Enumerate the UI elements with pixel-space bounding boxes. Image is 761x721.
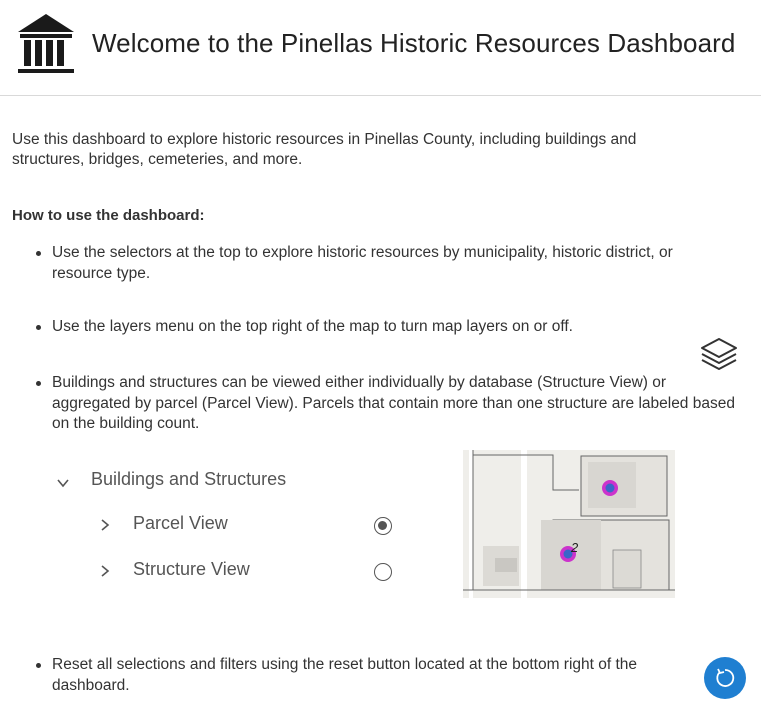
bullet-item-selectors: Use the selectors at the top to explore historic resources by municipality, historic district, or resource type. [52, 243, 732, 284]
layer-item-parcel-view: Parcel View [133, 513, 228, 533]
parcel-view-radio [374, 517, 392, 535]
page-title: Welcome to the Pinellas Historic Resources Dashboard [92, 28, 736, 58]
layers-icon[interactable] [700, 337, 738, 373]
parcel-count-label: 2 [571, 540, 579, 555]
chevron-down-icon [56, 476, 70, 490]
bullet-item-views: Buildings and structures can be viewed either individually by database (Structure View) or aggregated by parcel (Parcel View). Parcels that contain more than one structure are labeled based on the building count. [52, 373, 742, 435]
bullet-item-reset: Reset all selections and filters using the reset button located at the bottom right of the dashboard. [52, 655, 692, 696]
intro-text: Use this dashboard to explore historic resources in Pinellas County, including buildings and structures, bridges, cemeteries, and more. [12, 131, 637, 168]
reset-button[interactable] [704, 657, 746, 699]
bullet-item-layers: Use the layers menu on the top right of the map to turn map layers on or off. [52, 317, 732, 338]
header [0, 0, 761, 96]
map-sample-image [463, 450, 675, 598]
layer-item-structure-view: Structure View [133, 559, 250, 579]
structure-view-radio [374, 563, 392, 581]
reset-icon [713, 666, 737, 690]
museum-columns-icon [16, 12, 76, 74]
chevron-right-icon [98, 564, 112, 578]
chevron-right-icon [98, 518, 112, 532]
howto-heading: How to use the dashboard: [12, 207, 205, 224]
layer-group-label: Buildings and Structures [91, 469, 287, 489]
